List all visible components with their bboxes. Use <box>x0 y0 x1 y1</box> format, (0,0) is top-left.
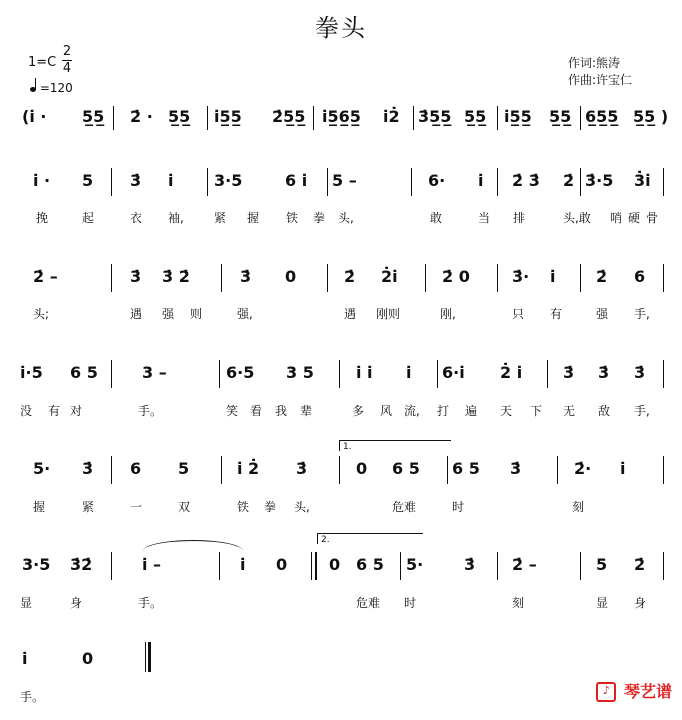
note-group: 3̇5̲5̲ <box>418 107 452 126</box>
barline <box>219 552 220 580</box>
note-group: i̇ <box>620 459 626 478</box>
note-group: 2̇ i̇ <box>500 363 523 382</box>
volta-bracket-2: 2. <box>317 533 423 544</box>
lyric: 风 <box>380 404 393 418</box>
note-group: 6 i̇ <box>285 171 308 190</box>
note-group: 3·5 <box>22 555 51 574</box>
note-group: i̇·5 <box>20 363 43 382</box>
lyric: 刻 <box>512 596 525 610</box>
note-group: 6 <box>130 459 142 478</box>
note-group: 2̇ <box>596 267 608 286</box>
note-group: 2̇ – <box>512 555 537 574</box>
final-barline-thick <box>148 642 151 672</box>
barline <box>663 168 664 196</box>
key-signature: 1=C <box>28 55 57 70</box>
note-group: 2̇· <box>574 459 592 478</box>
site-logo <box>596 679 672 703</box>
barline <box>580 264 581 292</box>
barline <box>663 552 664 580</box>
barline <box>221 264 222 292</box>
note-group: 3̇ <box>82 459 94 478</box>
lyric: 只 <box>512 307 525 321</box>
barline <box>207 106 208 130</box>
lyric: 显 <box>20 596 33 610</box>
lyric: 一 <box>130 500 143 514</box>
barline <box>497 168 498 196</box>
note-group: 5̲5̲ <box>82 107 105 126</box>
time-top: 2 <box>62 44 72 59</box>
lyric: 铁 <box>286 211 299 225</box>
lyric: 则 <box>190 307 203 321</box>
note-group: 3̇2̇ <box>70 555 93 574</box>
lyric: 有 <box>48 404 61 418</box>
logo-text: 琴艺谱 <box>623 681 672 701</box>
note-group: 3̇i̇ <box>634 171 651 190</box>
lyric: 骨 <box>646 211 659 225</box>
lyric: 没 <box>20 404 33 418</box>
barline <box>221 456 222 484</box>
note-group: 3·5 <box>214 171 243 190</box>
barline <box>580 168 581 196</box>
note-group: 5̲5̲ <box>464 107 487 126</box>
song-title: 拳头 <box>315 14 367 42</box>
barline <box>663 360 664 388</box>
note-group: (i̇ · <box>22 107 47 126</box>
lyric: 流, <box>404 404 420 418</box>
barline <box>327 264 328 292</box>
lyric: 无 <box>563 404 576 418</box>
lyric: 紧 <box>214 211 227 225</box>
note-group: 3̇ <box>510 459 522 478</box>
barline <box>400 552 401 580</box>
lyric: 强 <box>596 307 609 321</box>
lyric: 天 <box>500 404 513 418</box>
lyric: 笑 <box>226 404 239 418</box>
barline <box>497 264 498 292</box>
lyric: 时 <box>404 596 417 610</box>
barline <box>547 360 548 388</box>
note-group: 6·5 <box>226 363 255 382</box>
tempo-value: =120 <box>39 81 73 95</box>
lyric: 头, <box>294 500 310 514</box>
note-group: 3 5 <box>286 363 314 382</box>
barline <box>111 456 112 484</box>
score-line-3 <box>0 364 682 396</box>
note-group: 2̇i̇ <box>381 267 398 286</box>
lyric: 袖, <box>168 211 184 225</box>
note-group: 3̇ <box>130 171 142 190</box>
lyric: 握 <box>247 211 260 225</box>
note-group: 5 – <box>332 171 357 190</box>
barline <box>111 360 112 388</box>
lyric-line-6 <box>0 688 682 716</box>
note-group: 0 <box>356 459 368 478</box>
note-group: 6· <box>428 171 446 190</box>
volta-bracket-1: 1. <box>339 440 451 451</box>
note-group: i̇5̲5̲ <box>504 107 532 126</box>
lyric: 握 <box>33 500 46 514</box>
note-group: i̇ · <box>33 171 51 190</box>
note-group: i̇ <box>22 649 28 668</box>
barline <box>663 456 664 484</box>
note-group: i̇5̲6̲5̲ <box>322 107 361 126</box>
lyric: 遇 <box>130 307 143 321</box>
note-group: i̇2̇ <box>383 107 400 126</box>
note-group: 0 <box>276 555 288 574</box>
note-group: i̇ i̇ <box>356 363 373 382</box>
lyric: 手。 <box>138 596 163 610</box>
score-line-6 <box>0 650 682 682</box>
note-group: 6 5 <box>356 555 384 574</box>
lyric: 哨 <box>610 211 623 225</box>
barline <box>327 168 328 196</box>
score-line-1 <box>0 172 682 204</box>
lyric: 硬 <box>628 211 641 225</box>
note-group: 0 <box>82 649 94 668</box>
barline <box>313 106 314 130</box>
barline <box>425 264 426 292</box>
note-group: 0 <box>285 267 297 286</box>
note-group: 2̇ 0 <box>442 267 470 286</box>
lyric: 手。 <box>138 404 163 418</box>
lyric: 排 <box>513 211 526 225</box>
note-group: 3̇ <box>296 459 308 478</box>
lyric: 遍 <box>465 404 478 418</box>
note-group: 3̇ <box>598 363 610 382</box>
note-group: 6 5 <box>452 459 480 478</box>
lyric: 衣 <box>130 211 143 225</box>
lyric: 刚则 <box>376 307 401 321</box>
note-group: i̇ <box>550 267 556 286</box>
note-group: 3 – <box>142 363 167 382</box>
lyric: 手, <box>634 404 650 418</box>
barline <box>339 360 340 388</box>
lyric: 强 <box>162 307 175 321</box>
note-group: 3̇ <box>464 555 476 574</box>
note-group: 6 5 <box>392 459 420 478</box>
lyric: 头,敢 <box>563 211 591 225</box>
barline <box>497 552 498 580</box>
lyric: 头, <box>338 211 354 225</box>
lyric: 显 <box>596 596 609 610</box>
barline <box>219 360 220 388</box>
quarter-note-icon <box>30 87 36 92</box>
note-group: 5 <box>596 555 608 574</box>
note-group: i̇5̲5̲ <box>214 107 242 126</box>
barline <box>663 264 664 292</box>
lyric: 铁 <box>237 500 250 514</box>
score-line-2 <box>0 268 682 300</box>
barline <box>111 168 112 196</box>
tempo-mark <box>30 81 73 95</box>
lyric: 下 <box>530 404 543 418</box>
barline <box>111 552 112 580</box>
note-group: 3̇· <box>512 267 530 286</box>
lyric: 双 <box>178 500 191 514</box>
lyric: 起 <box>82 211 95 225</box>
lyric: 拳 <box>313 211 326 225</box>
note-group: 5̲5̲ ) <box>633 107 669 126</box>
note-group: i̇ – <box>142 555 162 574</box>
lyric: 强, <box>237 307 253 321</box>
note-group: 6·i̇ <box>442 363 465 382</box>
lyric: 刻 <box>572 500 585 514</box>
barline <box>207 168 208 196</box>
barline <box>113 106 114 130</box>
composer-credit: 作曲:许宝仁 <box>568 73 633 87</box>
note-group: i̇ <box>406 363 412 382</box>
note-group: 5 <box>82 171 94 190</box>
lyric: 危难 <box>392 500 417 514</box>
lyric: 辈 <box>300 404 313 418</box>
note-group: 6 <box>634 267 646 286</box>
note-group: 5̲5̲ <box>168 107 191 126</box>
note-group: 3̇ 2̇ <box>162 267 190 286</box>
note-group: i̇ <box>478 171 484 190</box>
lyric: 有 <box>550 307 563 321</box>
lyric: 敢 <box>430 211 443 225</box>
note-group: 2̇ <box>634 555 646 574</box>
barline <box>311 552 312 580</box>
lyric: 头; <box>33 307 50 321</box>
score-line-5 <box>0 556 682 588</box>
repeat-barline <box>315 552 317 580</box>
lyric: 刚, <box>440 307 456 321</box>
note-group: 3̇·5 <box>585 171 614 190</box>
barline <box>497 106 498 130</box>
barline <box>557 456 558 484</box>
note-group: 5· <box>33 459 51 478</box>
lyric: 遇 <box>344 307 357 321</box>
barline <box>580 106 581 130</box>
lyric: 当 <box>478 211 491 225</box>
barline <box>339 456 340 484</box>
barline <box>111 264 112 292</box>
note-group: 3̇ <box>563 363 575 382</box>
lyric: 我 <box>275 404 288 418</box>
score-line-intro <box>0 108 682 140</box>
note-group: 3̇ <box>240 267 252 286</box>
note-group: 3̇ <box>634 363 646 382</box>
note-group: 2̇ <box>344 267 356 286</box>
note-group: i̇ <box>240 555 246 574</box>
time-signature <box>62 45 72 76</box>
note-group: i̇ 2̇ <box>237 459 260 478</box>
lyric: 拳 <box>264 500 277 514</box>
time-bottom: 4 <box>62 61 72 76</box>
lyric: 危难 <box>356 596 381 610</box>
lyric: 挽 <box>36 211 49 225</box>
note-group: 6 5 <box>70 363 98 382</box>
lyric: 手。 <box>20 690 45 704</box>
note-group: 2̇ – <box>33 267 58 286</box>
lyric: 敌 <box>598 404 611 418</box>
lyric: 多 <box>352 404 365 418</box>
note-group: 3̇ <box>130 267 142 286</box>
lyric: 时 <box>452 500 465 514</box>
note-group: 5̲5̲ <box>549 107 572 126</box>
note-group: i̇ <box>168 171 174 190</box>
lyric: 紧 <box>82 500 95 514</box>
lyric: 身 <box>634 596 647 610</box>
barline <box>437 360 438 388</box>
note-group: 2̇ · <box>130 107 153 126</box>
lyric: 手, <box>634 307 650 321</box>
lyricist-credit: 作词:熊涛 <box>568 56 621 70</box>
note-group: 5 <box>178 459 190 478</box>
note-group: 2̇5̲5̲ <box>272 107 306 126</box>
note-group: 5· <box>406 555 424 574</box>
barline <box>413 106 414 130</box>
note-group: 0 <box>329 555 341 574</box>
note-group: 2̇ <box>563 171 575 190</box>
lyric: 身 <box>70 596 83 610</box>
barline <box>580 552 581 580</box>
barline <box>447 456 448 484</box>
score-line-4 <box>0 460 682 492</box>
lyric: 对 <box>70 404 83 418</box>
lyric: 看 <box>250 404 263 418</box>
final-barline-thin <box>145 642 146 672</box>
lyric: 打 <box>437 404 450 418</box>
note-group: 2̇ 3̇ <box>512 171 540 190</box>
logo-icon: ♪ <box>596 682 616 702</box>
note-group: 6̲5̲5̲ <box>585 107 619 126</box>
barline <box>411 168 412 196</box>
